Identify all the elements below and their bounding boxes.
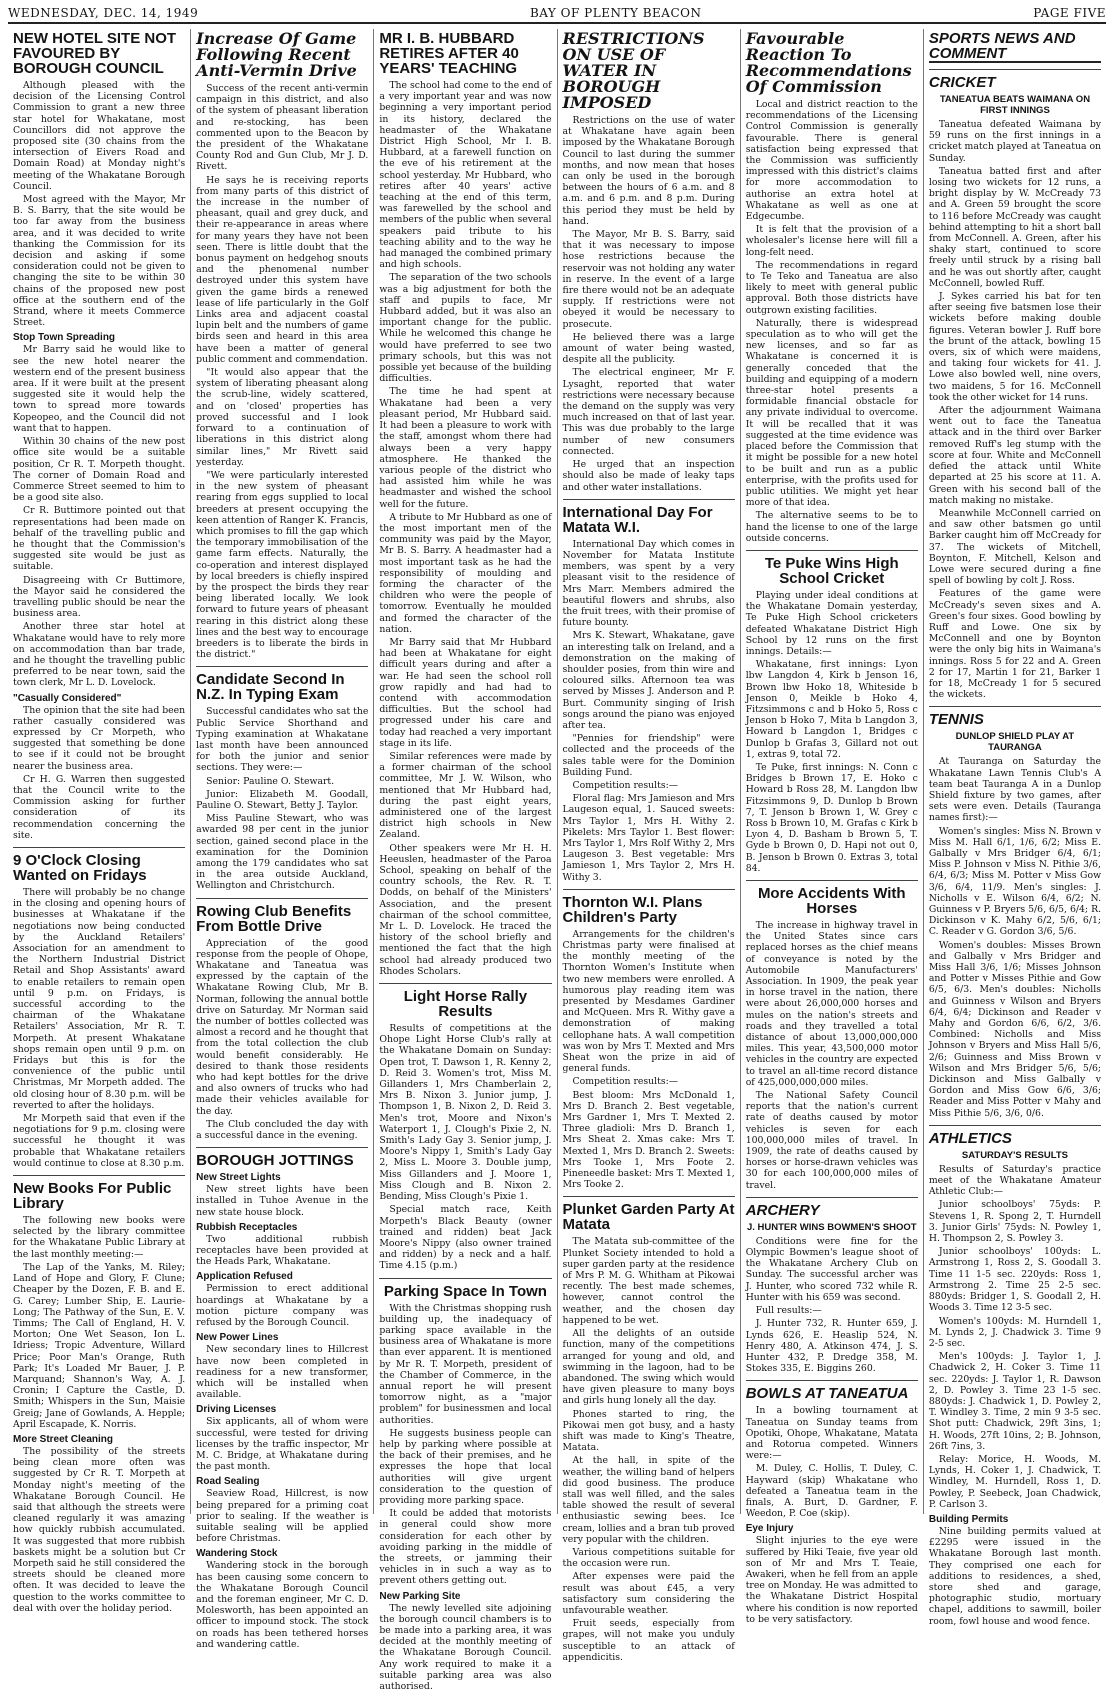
article xyxy=(746,556,918,874)
article xyxy=(563,31,735,493)
paragraph: Whakatane, first innings: Lyon lbw Langdon 4, Kirk b Jenson 16, Brown lbw Hoko 18, Whiteside b Jenson 0, Meikle b Hoko 4, Fitzsimmons c and b Hoko 5, Ross c Jenson b Hoko 7, Mita b Langdon 3, Howard b Langdon 1, Bridges c Dunlop b Grafas 3, Gillard not out 1, extras 9, total 72. xyxy=(745,659,918,760)
headline: International Day For Matata W.I. xyxy=(562,503,713,536)
paragraph: Results of competitions at the Ohope Light Horse Club's rally at the Whakatane Domain on Sunday: Open trot, T. Dawson 1, R. Kenny 2, D. Reid 3. Women's trot, Miss M. Gillanders 1, Mrs Chamberlain 2, Mrs B. Nixon 3. Junior jump, J. Thompson 1, B. Nixon 2, D. Reid 3. Men's trot, Moore and Nixon's Waterport 1, J. Clough's Pixie 2, N. Smith's Lady Gay 3. Senior jump, J. Moore's Nippy 1, Smith's Lady Gay 2, Miss L. Moore 3. Double jump, Miss Gillanders and J. Moore 1, Miss Clough and B. Nixon 2. Bending, Miss Clough's Pixie 1. xyxy=(379,1023,552,1203)
paragraph: New secondary lines to Hillcrest have now been completed in readiness for a new transformer, which will be installed when available. xyxy=(196,1344,369,1401)
paragraph: Mr Barry said he would like to see the new hotel nearer the western end of the present business area. If it were built at the present suggested site it would help the town to spread more towards Kopeopeo, and the Council did not want that to happen. xyxy=(13,344,186,434)
paragraph: Floral flag: Mrs Jamieson and Mrs Laugeson equal, 1. Sauced sweets: Mrs Taylor 1, Mrs H. Withy 2. Pikelets: Mrs Taylor 1. Best flower: Mrs Taylor 1, Mrs Rolf Withy 2, Mrs Laugeson 3. Best vegetable: Mrs Jamieson 1, Mrs Taylor 2, Mrs H. Withy 3. xyxy=(562,793,735,883)
article xyxy=(563,895,735,1191)
column-6 xyxy=(924,29,1106,1627)
paragraph: Phones started to ring, the Pikowai men got busy, and a hasty shift was made to King's Theatre, Matata. xyxy=(562,1408,735,1454)
headline: BOROUGH JOTTINGS xyxy=(196,1152,354,1170)
column-divider xyxy=(929,706,1101,707)
headline: New Books For Public Library xyxy=(13,1180,172,1213)
paragraph: Although pleased with the decision of the Licensing Control Commission to grant a new three star hotel for Whakatane, most Councillors did not approve the proposed site (30 chains from the intersection of Eivers Road and Domain Road) at Monday night's meeting of the Whakatane Borough Council. xyxy=(13,80,186,192)
paragraph: Most agreed with the Mayor, Mr B. S. Barry, that the site would be too far away from the business area, and it was decided to write thanking the Commission for its decision and asking if some consideration could not be given to changing the site to be within 30 chains of the proposed new post office at the southern end of the Strand, where it meets Commerce Street. xyxy=(13,194,186,329)
section-heading: TENNIS xyxy=(928,711,984,729)
headline: Parking Space In Town xyxy=(383,1282,547,1300)
subheading: New Parking Site xyxy=(379,1590,461,1602)
column-divider xyxy=(563,889,735,890)
paragraph: Men's 100yds: J. Taylor 1, J. Chadwick 2, H. Coker 3. Time 11 sec. 220yds: J. Taylor 1, R. Dawson 2, D. Powley 3. Time 23 1-5 sec. 880yds: J. Chadwick 1, D. Powley 2, T. Windley 3. Time, 2 min 9 3-5 sec. Shot putt: Chadwick, 29ft 3ins, 1; H. Woods, 27ft 10ins, 2; B. Johnson, 26ft 7ins, 3. xyxy=(928,1351,1102,1452)
paragraph: Cr H. G. Warren then suggested that the Council write to the Commission asking for further consideration of its recommendation concerning the site. xyxy=(13,773,186,841)
article xyxy=(13,1181,185,1614)
paragraph: Other speakers were Mr H. H. Heeuslen, headmaster of the Paroa School, speaking on behalf of the country schools, the Rev. R. T. Dodds, on behalf of the Ministers' Association, and the present chairman of the school committee, Mr L. D. Lovelock. He traced the history of the school briefly and mentioned the fact that the high school had already produced two Rhodes Scholars. xyxy=(379,842,552,977)
article xyxy=(746,1203,918,1374)
paragraph: Arrangements for the children's Christmas party were finalised at the monthly meeting of the Thornton Women's Institute when two new members were enrolled. A humorous play reading item was presented by Mesdames Gardiner and McQueen. Mrs R. Withy gave a demonstration of making cellophane hats. A wall competition was won by Mrs T. Mexted and Mrs Sheat won the prize in aid of general funds. xyxy=(562,928,735,1075)
column-divider xyxy=(196,1147,368,1148)
headline: Increase Of Game Following Recent Anti-Vermin Drive xyxy=(196,29,357,80)
article xyxy=(746,886,918,1191)
paragraph: M. Duley, C. Hollis, T. Duley, C. Hayward (skip) Whakatane who defeated a Taneatua team in the finals, A. Burt, D. Gardner, F. Weedon, P. Coe (skip). xyxy=(745,1463,918,1520)
paragraph: Women's doubles: Misses Brown and Galbally v Mrs Bridger and Miss Hall 3/6, 1/6; Misses Johnson and Potter v Misses Pithie and Gow 6/5, 6/3. Men's doubles: Nicholls and Guinness v Wilson and Bryers 6/4, 6/4; Dickinson and Reader v Mahy and Gordon 6/6, 6/2, 3/6. Combined: Nicholls and Miss Johnson v Bryers and Miss Hall 5/6, 2/6; Guinness and Miss Brown v Wilson and Mrs Bridger 5/6, 5/6; Dickinson and Miss Galbally v Gordon and Miss Gow 6/6, 3/6; Reader and Miss Potter v Mahy and Miss Pithie 5/6, 3/6, 0/6. xyxy=(928,939,1102,1119)
article xyxy=(379,989,551,1271)
subheading: New Street Lights xyxy=(196,1172,281,1184)
paragraph: Taneatua batted first and after losing two wickets for 12 runs, a bright display by W. McCready 73 and A. Green 59 brought the score to 116 before McCready was caught behind attempting to hit a short ball from McConnell. A. Green, after his shaky start, continued to score freely until struck by a rising ball and he was out shortly after, caught McConnell, bowled Ruff. xyxy=(928,165,1102,289)
subheading: Stop Town Spreading xyxy=(13,332,116,344)
headline: More Accidents With Horses xyxy=(757,885,906,917)
paragraph: The Lap of the Yanks, M. Riley; Land of Hope and Glory, F. Clune; Cheaper by the Dozen, F. B. and E. G. Carey; Lumber Ship, E. Laurie-Long; The Pathway of the Sun, E. V. Timms; The Call of England, H. V. Morton; One Wet Season, Ion L. Idriess; Tropic Adventure, Willard Price; Poor Man's Orange, Ruth Park; It's Loaded Mr Bauer, J. P. Marquand; Shannon's Way, A. J. Cronin; I Capture the Castle, D. Smith; Whispers in the Sun, Maisie Greig; Jane of Gowlands, A. Hepple; April Escapade, K. Norris. xyxy=(13,1261,186,1430)
column-divider xyxy=(379,1278,551,1279)
subheading: "Casually Considered" xyxy=(13,692,122,704)
column-divider xyxy=(929,69,1101,70)
paragraph: Naturally, there is widespread speculation as to who will get the new licenses, and so far as Whakatane is concerned it is generally conceded that the building and equipping of a modern three-star hotel presents a formidable financial obstacle for any private individual to overcome. It will be recalled that it was suggested at the time evidence was placed before the Commission that it might be possible for a new hotel to be built and run as a public enterprise, with the profits used for public utilities. We might yet hear more of that idea. xyxy=(745,317,918,509)
headline: SPORTS NEWS AND COMMENT xyxy=(929,31,1101,63)
subheadline: J. HUNTER WINS BOWMEN'S SHOOT xyxy=(746,1221,917,1233)
column-divider xyxy=(13,847,185,848)
paragraph: The Mayor, Mr B. S. Barry, said that it was necessary to impose hose restrictions because the reservoir was not holding any water in reserve. In the event of a large fire there would not be an adequate supply. If restrictions were not obeyed it would be necessary to prosecute. xyxy=(562,229,735,330)
paragraph: Six applicants, all of whom were successful, were tested for driving licenses by the traffic inspector, Mr M. C. Bridge, at Whakatane during the past month. xyxy=(196,1416,369,1473)
paragraph: He believed there was a large amount of water being wasted, despite all the publicity. xyxy=(562,331,735,366)
section-heading: ARCHERY xyxy=(745,1201,820,1219)
paragraph: He urged that an inspection should also be made of leaky taps and other water installations. xyxy=(562,459,735,493)
column-5 xyxy=(741,29,924,1625)
paragraph: Wandering stock in the borough has been causing some concern to the Whakatane Borough Council and the foreman engineer, Mr C. D. Molesworth, has been appointed an officer to impound stock. The stock on roads has been tethered horses and wandering cattle. xyxy=(196,1560,369,1650)
subheading: Driving Licenses xyxy=(196,1404,277,1416)
paragraph: Success of the recent anti-vermin campaign in this district, and also of the system of pheasant liberation and re-stocking, has been commented upon to the Beacon by the president of the Whakatane County Rod and Gun Club, Mr J. D. Rivett. xyxy=(196,83,369,173)
subheading: New Power Lines xyxy=(196,1332,279,1344)
paragraph: "It would also appear that the system of liberating pheasant along the scrub-line, widely scattered, and on 'closed' properties has proved successful and I look forward to a continuation of liberations in this district along similar lines," Mr Rivett said yesterday. xyxy=(196,367,369,468)
paragraph: Cr R. Buttimore pointed out that representations had been made on behalf of the travelling public and he thought that the Commission's suggested site would be just as suitable. xyxy=(13,505,186,573)
paragraph: After expenses were paid the result was about £45, a very satisfactory sum considering the unfavourable weather. xyxy=(562,1571,735,1616)
section-heading: ATHLETICS xyxy=(928,1129,1012,1147)
subheading: More Street Cleaning xyxy=(13,1433,114,1445)
column-divider xyxy=(379,983,551,984)
subheadline: TANEATUA BEATS WAIMANA ON FIRST INNINGS xyxy=(939,94,1091,116)
paragraph: Slight injuries to the eye were suffered by Hiki Teaie, five year old son of Mr and Mrs T. Teaie, Awakeri, when he fell from an apple tree on Monday. He was admitted to the Whakatane District Hospital where his condition is now reported to be very satisfactory. xyxy=(745,1535,918,1625)
section-heading: BOWLS AT TANEATUA xyxy=(745,1385,909,1403)
article xyxy=(746,31,918,544)
paragraph: He suggests business people can help by parking where possible at the back of their premises, and he expresses the hope that local authorities will give urgent consideration to the question of providing more parking space. xyxy=(379,1427,552,1506)
paragraph: The time he had spent at Whakatane had been a very pleasant period, Mr Hubbard said. It had been a pleasure to work with the staff, amongst whom there had always been a very happy atmosphere. He thanked the various people of the district who had assisted him while he was headmaster and wished the school well for the future. xyxy=(379,386,552,510)
paragraph: The increase in highway travel in the United States since cars replaced horses as the chief means of conveyance is noted by the Automobile Manufacturers' Association. In 1909, the peak year in horse travel in the nation, there were about 26,000,000 horses and mules on the nation's streets and roads and they travelled a total distance of about 13,000,000,000 miles. This year, 43,500,000 motor vehicles in the country are expected to travel an all-time record distance of 425,000,000,000 miles. xyxy=(745,920,918,1088)
columns xyxy=(8,29,1106,1692)
paragraph: Within 30 chains of the new post office site would be a suitable position, Cr R. T. Morpeth thought. The corner of Domain Road and Commerce Street seemed to him to be a good site also. xyxy=(13,436,186,504)
paragraph: Full results:— xyxy=(755,1305,822,1317)
paragraph: "We were particularly interested in the new system of pheasant rearing from eggs supplied to local breeders at present occupying the keen attention of Ranger K. Francis, which promises to fill the gap which the temporary immobilisation of the game farm effects. Naturally, the co-operation and interest displayed by local breeders is chiefly inspired by the prospect the birds they rear being liberated locally. We look forward to future years of pheasant rearing in this district along these lines and the best way to encourage breeders is to liberate the birds in the district." xyxy=(196,469,369,661)
column-divider xyxy=(196,666,368,667)
paragraph: Permission to erect additional hoardings at Whakatane by a motion picture company was refused by the Borough Council. xyxy=(196,1283,369,1329)
paragraph: Women's 100yds: M. Hurndell 1, M. Lynds 2, J. Chadwick 3. Time 9 2-5 sec. xyxy=(928,1315,1102,1349)
paragraph: It could be added that motorists in general could show more consideration for each other by avoiding parking in the middle of the streets, or jamming their vehicles in in such a way as to prevent others getting out. xyxy=(379,1508,552,1587)
headline: NEW HOTEL SITE NOT FAVOURED BY BOROUGH COUNCIL xyxy=(13,30,177,77)
subheading: Building Permits xyxy=(928,1513,1009,1525)
headline: Favourable Reaction To Recommendations Of Commission xyxy=(745,29,912,96)
paragraph: The newly levelled site adjoining the borough council chambers is to be made into a parking area, it was decided at the monthly meeting of the Whakatane Borough Council. Any work required to make it a suitable parking area was also authorised. xyxy=(379,1602,552,1692)
masthead-page-number: PAGE FIVE xyxy=(1033,6,1106,20)
paragraph: Competition results:— xyxy=(572,779,679,791)
section-heading: CRICKET xyxy=(928,74,996,91)
paragraph: Best bloom: Mrs McDonald 1, Mrs D. Branch 2. Best vegetable, Mrs Gardner 1, Mrs T. Mexted 2. Three gladioli: Mrs D. Branch 1, Mrs Sheat 2. Xmas cake: Mrs T. Mexted 1, Mrs D. Branch 2. Sweets: Mrs Tooke 1, Mrs Foote 2. Pineneedle basket: Mrs T. Mexted 1, Mrs Tooke 2. xyxy=(562,1089,735,1191)
paragraph: In a bowling tournament at Taneatua on Sunday teams from Opotiki, Ohope, Whakatane, Matata and Rotorua competed. Winners were:— xyxy=(745,1405,918,1462)
paragraph: Various competitions suitable for the occasion were run. xyxy=(562,1546,735,1570)
article xyxy=(379,31,551,977)
column-divider xyxy=(13,1175,185,1176)
paragraph: Another three star hotel at Whakatane would have to rely more on accommodation than bar trade, and he thought the travelling public preferred to be near town, said the town clerk, Mr L. D. Lovelock. xyxy=(13,621,186,689)
masthead-date: WEDNESDAY, DEC. 14, 1949 xyxy=(8,6,199,20)
article xyxy=(196,1153,368,1650)
article xyxy=(13,853,185,1169)
subheading: Rubbish Receptacles xyxy=(196,1221,298,1233)
headline: Light Horse Rally Results xyxy=(403,988,528,1021)
paragraph: Results of Saturday's practice meet of the Whakatane Amateur Athletic Club:— xyxy=(928,1163,1102,1198)
paragraph: Meanwhile McConnell carried on and saw other batsmen go until Barker caught him off McCready for 37. The wickets of Mitchell, Boynton, F. Mitchell, Kelson and Lowe were secured during a fine spell of bowling by colt J. Ross. xyxy=(928,507,1102,587)
column-2 xyxy=(191,29,374,1650)
column-divider xyxy=(746,1380,918,1381)
paragraph: The opinion that the site had been rather casually considered was expressed by Cr Morpeth, who suggested that something be done to see if it could not be brought nearer the business area. xyxy=(13,704,186,772)
article xyxy=(929,712,1101,1119)
paragraph: Local and district reaction to the recommendations of the Licensing Control Commission is generally favourable. There is general satisfaction being expressed that the Commission was sufficiently impressed with this district's claims for more accommodation to authorise an extra hotel at Whakatane as well as one at Edgecumbe. xyxy=(745,99,918,223)
paragraph: The possibility of the streets being clean more often was suggested by Cr R. T. Morpeth at Monday night's meeting of the Whakatane Borough Council. He said that although the streets were cleaned regularly it was amazing how quickly rubbish accumulated. It was suggested that more rubbish baskets might be a solution but Cr Morpeth said he still considered the streets should be cleaned more often. It was decided to leave the question to the works committee to deal with over the holiday period. xyxy=(13,1445,186,1614)
headline: Plunket Garden Party At Matata xyxy=(562,1201,735,1234)
article xyxy=(563,1202,735,1663)
headline: MR I. B. HUBBARD RETIRES AFTER 40 YEARS' TEACHING xyxy=(379,30,519,77)
paragraph: The school had come to the end of a very important year and was now beginning a very important period in its history, declared the headmaster of the Whakatane District High School, Mr I. B. Hubbard, at a farewell function on the eve of his retirement at the school yesterday. Mr Hubbard, who retires after 40 years' active teaching at the end of this term, was farewelled by the school and members of the public when several speakers paid tribute to his teaching ability and to the way he had managed the combined primary and high schools. xyxy=(379,80,552,271)
column-divider xyxy=(563,1196,735,1197)
paragraph: Two additional rubbish receptacles have been provided at the Heads Park, Whakatane. xyxy=(196,1233,369,1268)
paragraph: Competition results:— xyxy=(572,1076,679,1088)
headline: Rowing Club Benefits From Bottle Drive xyxy=(196,902,352,935)
paragraph: The Matata sub-committee of the Plunket Society intended to hold a super garden party at the residence of Mrs P. M. G. Whitham at Pikowai recently. The best made schemes, however, cannot control the weather, and the chosen day happened to be wet. xyxy=(562,1236,735,1326)
column-4 xyxy=(558,29,741,1663)
paragraph: With the Christmas shopping rush building up, the inadequacy of parking space available in the business area of Whakatane is more than ever apparent. It is mentioned by Mr R. T. Morpeth, president of the Chamber of Commerce, in the annual report he will present tomorrow night, as a "major problem" for businessmen and local authorities. xyxy=(379,1302,552,1426)
paragraph: Fruit seeds, especially from grapes, will not make you unduly susceptible to an attack of appendicitis. xyxy=(562,1618,735,1663)
subheading: Application Refused xyxy=(196,1271,293,1283)
paragraph: Senior: Pauline O. Stewart. xyxy=(206,775,335,787)
paragraph: There will probably be no change in the closing and opening hours of businesses at Whakatane if the negotiations now being conducted by the Auckland Retailers' Association for an amendment to the Northern Industrial District Retail and Shop Assistants' award to enable retailers to remain open until 9 p.m. on Fridays, is successful according to the chairman of the Whakatane Retailers' Association, Mr R. T. Morpeth. At present Whakatane shops remain open until 9 p.m. on Fridays but this is for the convenience of the public until Christmas, Mr Morpeth added. The old closing hour of 8.30 p.m. will be reverted to after the holidays. xyxy=(13,887,186,1111)
paragraph: Features of the game were McCready's seven sixes and A. Green's four sixes. Good bowling by Ruff and Lowe. One six by McConnell and one by Boynton were the only big hits in Waimana's innings. Ross 5 for 22 and A. Green 2 for 17, Martin 1 for 21, Barker 1 for 18, McCready 1 for 5 secured the wickets. xyxy=(928,588,1102,701)
paragraph: The National Safety Council reports that the nation's current rate of deaths caused by motor vehicles is seven for each 100,000,000 miles of travel. In 1909, the rate of deaths caused by horses or horse-drawn vehicles was 30 for each 100,000,000 miles of travel. xyxy=(745,1090,918,1191)
article xyxy=(929,31,1101,63)
subheadline: SATURDAY'S RESULTS xyxy=(961,1149,1068,1161)
article xyxy=(13,31,185,841)
paragraph: Special match race, Keith Morpeth's Black Beauty (owner trained and ridden) beat Jack Moore's Nippy (also owner trained and ridden) by a neck and a half. Time 4.15 (p.m.) xyxy=(379,1204,552,1272)
article xyxy=(196,31,368,660)
subheading: Wandering Stock xyxy=(196,1548,278,1560)
paragraph: Appreciation of the good response from the people of Ohope, Whakatane and Taneatua was expressed by the captain of the Whakatane Rowing Club, Mr B. Norman, following the annual bottle drive on Saturday. Mr Norman said the number of bottles collected was almost a record and he thought that from the total collection the club would benefit considerably. He desired to thank those residents who had kept bottles for the drive and also owners of trucks who had made their vehicles available for the day. xyxy=(196,937,369,1117)
paragraph: Mr Morpeth said that even if the negotiations for 9 p.m. closing were successful he thought it was probable that Whakatane retailers would continue to close at 8.30 p.m. xyxy=(13,1113,186,1169)
headline: 9 O'Clock Closing Wanted on Fridays xyxy=(13,852,147,884)
paragraph: After the adjournment Waimana went out to face the Taneatua attack and in the third over Barker removed Ruff's leg stump with the score at four. White and McConnell defied the attack until White departed at 25 his score at 11. A. Green with his second ball of the match making no mistake. xyxy=(928,405,1102,506)
subheadline: DUNLOP SHIELD PLAY AT TAURANGA xyxy=(955,731,1075,754)
paragraph: The recommendations in regard to Te Teko and Taneatua are also likely to meet with general public approval. Both those districts have outgrown existing facilities. xyxy=(745,259,918,316)
column-divider xyxy=(929,1125,1101,1126)
masthead-paper-name: BAY OF PLENTY BEACON xyxy=(529,6,702,20)
headline: RESTRICTIONS ON USE OF WATER IN BOROUGH IMPOSED xyxy=(562,29,705,112)
paragraph: J. Hunter 732, R. Hunter 659, J. Lynds 626, E. Heaslip 524, N. Henry 480, A. Atkinson 474, J. S. Hunter 432, P. Dredge 358, M. Stokes 335, E. Biggins 260. xyxy=(745,1318,918,1375)
headline: Candidate Second In N.Z. In Typing Exam xyxy=(196,671,345,704)
paragraph: New street lights have been installed in Tuhoe Avenue in the new state house block. xyxy=(196,1184,369,1218)
article xyxy=(746,1386,918,1625)
paragraph: It is felt that the provision of a wholesaler's license here will fill a long-felt need. xyxy=(745,224,918,258)
column-divider xyxy=(196,898,368,899)
article xyxy=(929,75,1101,700)
column-divider xyxy=(746,880,918,881)
paragraph: The following new books were selected by the library committee for the Whakatane Public Library at the last monthly meeting:— xyxy=(13,1215,186,1260)
paragraph: Women's singles: Miss N. Brown v Miss M. Hall 6/1, 1/6, 6/2; Miss E. Galbally v Mrs Bridger 6/4, 6/1; Miss P. Johnson v Miss N. Pithie 3/6, 6/4, 6/3; Miss M. Potter v Miss Gow 3/6, 6/4, 11/9. Men's singles: J. Nicholls v E. Wilson 6/4, 6/2; N. Guinness v P. Bryers 5/6, 6/5, 6/4; R. Dickinson v K. Mahy 6/2, 5/6, 6/1; C. Reader v G. Gordon 3/6, 5/6. xyxy=(928,825,1102,938)
column-divider xyxy=(746,550,918,551)
paragraph: Taneatua defeated Waimana by 59 runs on the first innings in a cricket match played at Taneatua on Sunday. xyxy=(928,119,1102,164)
paragraph: All the delights of an outside function, many of the competitions arranged for young and old, and swimming in the lagoon, had to be abandoned. The swing which would have given pleasure to many boys and girls hung lonely all the day. xyxy=(562,1328,735,1407)
paragraph: The Club concluded the day with a successful dance in the evening. xyxy=(196,1118,369,1142)
headline: Thornton W.I. Plans Children's Party xyxy=(562,893,703,926)
paragraph: At the hall, in spite of the weather, the willing band of helpers did good business. The produce stall was well filled, and the sales table showed the result of several enthusiastic sewing bees. Ice cream, lollies and a bran tub proved very popular with the children. xyxy=(562,1455,735,1545)
article xyxy=(929,1131,1101,1627)
paragraph: Playing under ideal conditions at the Whakatane Domain yesterday, Te Puke High School cricketers defeated Whakatane District High School by 12 runs on the first innings. Details:— xyxy=(745,589,918,657)
article xyxy=(196,904,368,1142)
paragraph: Conditions were fine for the Olympic Bowmen's league shoot of the Whakatane Archery Club on Sunday. The successful archer was J. Hunter, who scored 732 while R. Hunter with his 659 was second. xyxy=(745,1235,918,1303)
paragraph: Restrictions on the use of water at Whakatane have again been imposed by the Whakatane Borough Council to last during the summer months, and now mean that hoses can only be used in the borough between the hours of 6 a.m. and 8 a.m. and 6 p.m. and 8 p.m. During this period they must be held by hand. xyxy=(562,115,735,227)
paragraph: J. Sykes carried his bat for ten after seeing five batsmen lose their wickets before making double figures. Veteran bowler J. Ruff bore the brunt of the attack, bowling 15 overs, six of which were maidens, and taking four wickets for 41. J. Lowe also bowled well, nine overs, two maidens, 5 for 16. McConnell took the other wicket for 14 runs. xyxy=(928,291,1102,403)
paragraph: Te Puke, first innings: N. Conn c Bridges b Brown 17, E. Hoko c Howard b Ross 28, M. Langdon lbw Fitzsimmons 9, D. Dunlop b Brown 7, T. Jenson b Brown 1, W. Grey c Ross b Brown 10, M. Grafas c Kirk b Lyon 4, D. Basham b Brown 5, T. Gyde b Brown 0, D. Hapi not out 0, B. Jenson b Brown 0. Extras 3, total 84. xyxy=(745,761,918,874)
paragraph: Successful candidates who sat the Public Service Shorthand and Typing examination at Whakatane last month have been announced for both the junior and senior sections. They were:— xyxy=(196,706,369,774)
paragraph: Junior schoolboys' 100yds: L. Armstrong 1, Ross 2, S. Goodall 3. Time 11 1-5 sec. 220yds: Ross 1, Armstrong 2. Time 25 2-5 sec. 880yds: Bridger 1, S. Goodall 2, H. Woods 3. Time 12 3-5 sec. xyxy=(928,1246,1102,1314)
paragraph: International Day which comes in November for Matata Institute members, was spent by a very pleasant visit to the residence of Mrs Marr. Members admired the beautiful flowers and shrubs, also the fruit trees, with their promise of future bounty. xyxy=(562,538,735,629)
column-divider xyxy=(746,1197,918,1198)
masthead xyxy=(8,6,1106,24)
paragraph: Mr Barry said that Mr Hubbard had been at Whakatane for eight difficult years during and after a war. He had seen the school roll grow rapidly and had had to contend with accommodation difficulties. But the school had progressed under his care and today had reached a very important stage in its life. xyxy=(379,636,552,749)
paragraph: Disagreeing with Cr Buttimore, the Mayor said he considered the travelling public should be near the business area. xyxy=(13,574,186,620)
subheading: Road Sealing xyxy=(196,1476,260,1488)
paragraph: A tribute to Mr Hubbard as one of the most important men of the community was paid by the Mayor, Mr B. S. Barry. A headmaster had a most important task as he had the responsibility of moulding and forming the character of the children who were the people of tomorrow. Eventually he moulded and formed the character of the nation. xyxy=(379,511,552,635)
headline: Te Puke Wins High School Cricket xyxy=(764,554,899,587)
paragraph: At Tauranga on Saturday the Whakatane Lawn Tennis Club's A team beat Tauranga A in a Dunlop Shield fixture by two games, after sets were even. Details (Tauranga names first):— xyxy=(928,756,1102,824)
paragraph: Similar references were made by a former chairman of the school committee, Mr J. W. Wilson, who mentioned that Mr Hubbard had, during the past eight years, administered one of the largest district high schools in New Zealand. xyxy=(379,750,552,841)
column-1 xyxy=(8,29,191,1614)
paragraph: Miss Pauline Stewart, who was awarded 98 per cent in the junior section, gained second place in the examination for the Dominion among the 179 candidates who sat in the area outside Auckland, Wellington and Christchurch. xyxy=(196,813,369,892)
paragraph: Junior: Elizabeth M. Goodall, Pauline O. Stewart, Betty J. Taylor. xyxy=(196,788,369,811)
paragraph: The separation of the two schools was a big adjustment for both the staff and pupils to face, Mr Hubbard added, but it was also an important change for the public. While he welcomed this change he would have preferred to see two primary schools, but this was not possible yet because of the building difficulties. xyxy=(379,272,552,385)
paragraph: "Pennies for friendship" were collected and the proceeds of the sales table were for the Dominion Building Fund. xyxy=(562,733,735,778)
paragraph: The electrical engineer, Mr F. Lysaght, reported that water restrictions were necessary because the demand on the supply was very much increased on that of last year. This was due probably to the large number of new consumers connected. xyxy=(562,367,735,457)
paragraph: The alternative seems to be to hand the license to one of the large outside concerns. xyxy=(745,510,918,544)
subheading: Eye Injury xyxy=(745,1523,794,1535)
article xyxy=(563,505,735,883)
column-3 xyxy=(374,29,557,1692)
newspaper-page xyxy=(8,6,1106,1692)
article xyxy=(379,1284,551,1692)
paragraph: Seaview Road, Hillcrest, is now being prepared for a priming coat prior to sealing. If the weather is suitable sealing will be applied before Christmas. xyxy=(196,1488,369,1545)
article xyxy=(196,672,368,891)
paragraph: He says he is receiving reports from many parts of this district of the increase in the number of pheasant, quail and grey duck, and their re-appearance in areas where for many years they have not been seen. There is little doubt that the bonus payment on hedgehog snouts and the phenomenal number destroyed under this system have given the game birds a renewed lease of life particularly in the Golf Links area and adjacent coastal lupin belt and the numbers of game birds seen and heard in this area have been a matter of general public comment and commendation. xyxy=(196,174,369,365)
paragraph: Mrs K. Stewart, Whakatane, gave an interesting talk on Ireland, and a demonstration on the making of shoulder posies, from thin wire and coloured silks. Afternoon tea was served by Misses J. Anderson and P. Burt. Community singing of Irish songs around the piano was enjoyed after tea. xyxy=(562,630,735,731)
column-divider xyxy=(563,499,735,500)
paragraph: Relay: Morice, H. Woods, M. Lynds, H. Coker 1, J. Chadwick, T. Windley, M. Hurndell, Ross 1, D. Powley, P. Seebeck, Joan Chadwick, P. Carlson 3. xyxy=(928,1453,1102,1510)
paragraph: Junior schoolboys' 75yds: P. Stevens 1, R. Spong 2, T. Hurndell 3. Junior Girls' 75yds: N. Powley 1, H. Thompson 2, S. Powley 3. xyxy=(928,1199,1102,1245)
paragraph: Nine building permits valued at £2295 were issued in the Whakatane Borough last month. They comprised one each for additions to residences, a shed, store shed and garage, photographic studio, mortuary chapel, additions to sawmill, boiler room, fowl house and wood fence. xyxy=(928,1525,1102,1627)
